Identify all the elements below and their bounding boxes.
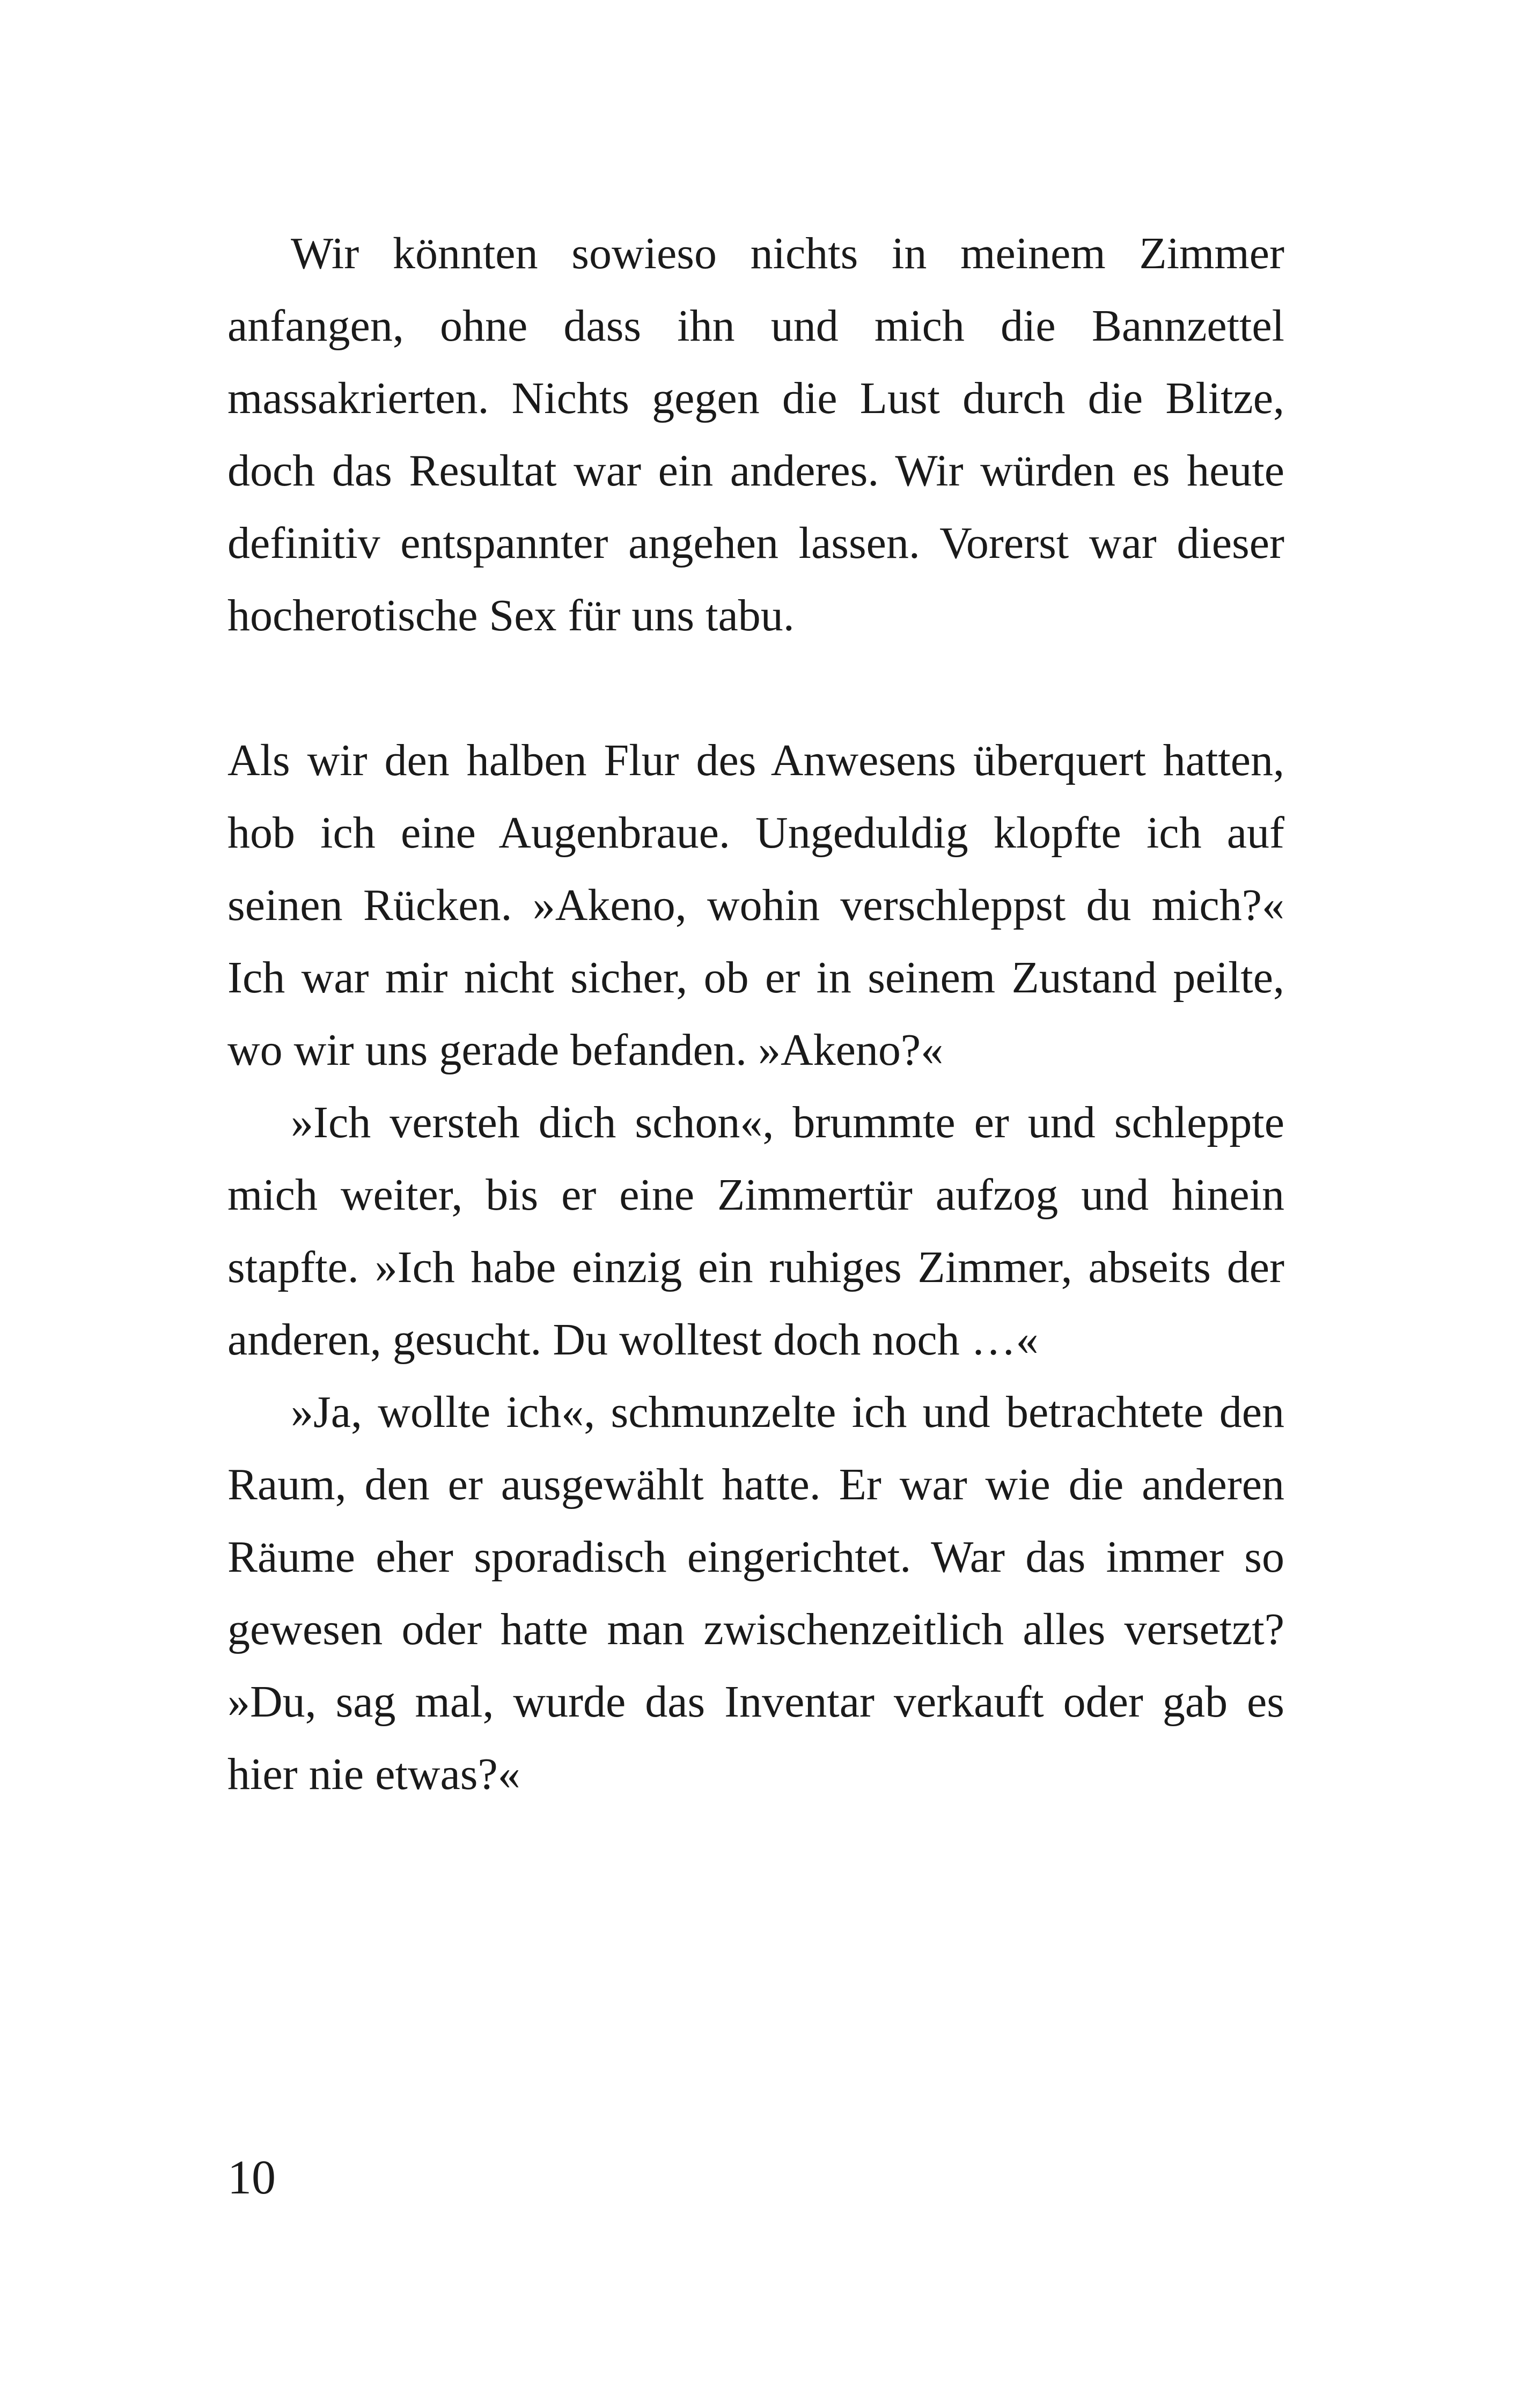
body-text — [227, 217, 1284, 1810]
paragraph-4: »Ja, wollte ich«, schmunzelte ich und betrachtete den Raum, den er ausgewählt hatte. Er war wie die anderen Räume eher sporadisch eingerichtet. War das immer so gewesen oder hatte man zwischenzeitlich alles versetzt? »Du, sag mal, wurde das Inventar verkauft oder gab es hier nie etwas?« — [227, 1387, 1284, 1799]
page-number: 10 — [227, 2151, 276, 2204]
section-break — [227, 652, 1284, 724]
paragraph-1: Wir könnten sowieso nichts in meinem Zimmer anfangen, ohne dass ihn und mich die Bannzettel massakrierten. Nichts gegen die Lust durch die Blitze, doch das Resultat war ein anderes. Wir würden es heute definitiv entspannter angehen lassen. Vorerst war dieser hocherotische Sex für uns tabu. — [227, 229, 1284, 640]
paragraph-2: Als wir den halben Flur des Anwesens überquert hatten, hob ich eine Augenbraue. Ungeduldig klopfte ich auf seinen Rücken. »Akeno, wohin verschleppst du mich?« Ich war mir nicht sicher, ob er in seinem Zustand peilte, wo wir uns gerade befanden. »Akeno?« — [227, 735, 1284, 1075]
paragraph-3: »Ich versteh dich schon«, brummte er und schleppte mich weiter, bis er eine Zimmertür aufzog und hinein stapfte. »Ich habe einzig ein ruhiges Zimmer, abseits der anderen, gesucht. Du wolltest doch noch …« — [227, 1098, 1284, 1365]
